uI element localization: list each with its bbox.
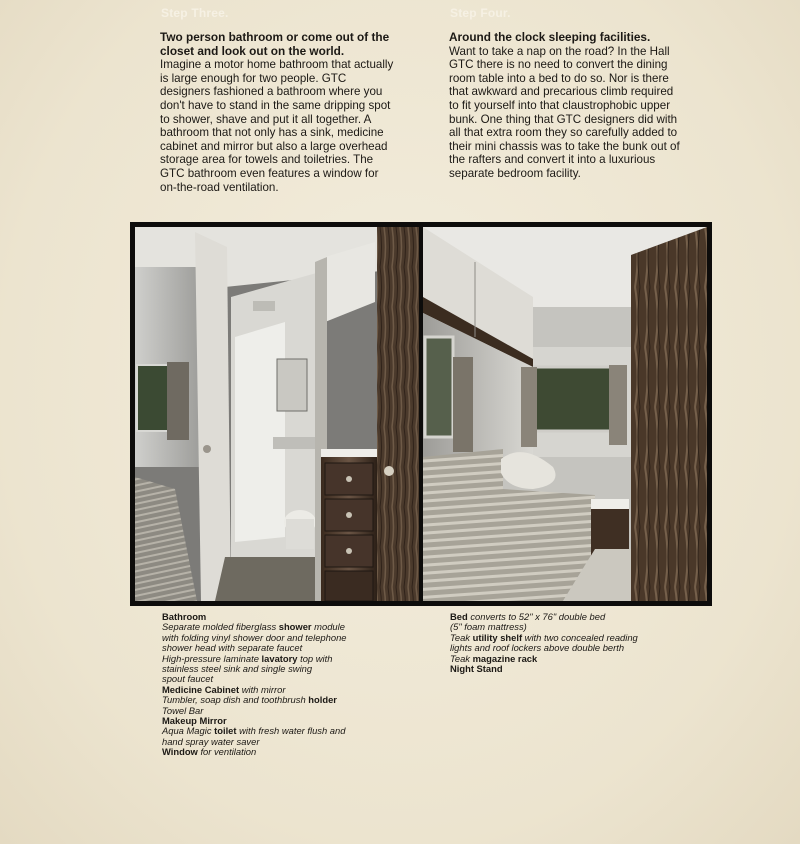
caption-line: hand spray water saver bbox=[162, 735, 260, 747]
caption-line: stainless steel sink and single swing bbox=[162, 663, 313, 675]
caption-line: shower head with separate faucet bbox=[162, 642, 303, 654]
caption-line bbox=[162, 747, 347, 757]
caption-line: Towel Bar bbox=[162, 704, 204, 716]
caption-keyword: holder bbox=[308, 694, 337, 706]
caption-bathroom-title: Bathroom bbox=[162, 611, 207, 622]
caption-text: Aqua Magic bbox=[162, 725, 215, 737]
step-four-text bbox=[449, 31, 681, 181]
caption-keyword: utility shelf bbox=[472, 631, 523, 643]
step-four-body: Want to take a nap on the road? In the Hall GTC there is no need to convert the dining room table into a bed to do so. Nor is there that awkward and precarious climb required to fit yourself into that claustrophobic upper bunk. One thing that GTC designers did with all that extra room they so carefully added to their mini chassis was to take the bunk out of the rafters and convert it into a luxurious separate bedroom facility. bbox=[449, 44, 680, 180]
step-three-body: Imagine a motor home bathroom that actually is large enough for two people. GTC designers fashioned a bathroom where you don't have to stand in the same dripping spot to shower, shave and put it all together. A bathroom that not only has a sink, medicine cabinet and mirror but also a large overhead storage area for towels and toiletries. The GTC bathroom even features a window for on-the-road ventilation. bbox=[160, 58, 394, 194]
photo-frame bbox=[130, 222, 712, 606]
caption-keyword: Window bbox=[162, 746, 198, 758]
caption-line: lights and roof lockers above double berth bbox=[450, 642, 625, 654]
caption-text: Teak bbox=[450, 652, 473, 664]
caption-line: (5" foam mattress) bbox=[450, 621, 527, 633]
step-four-heading: Around the clock sleeping facilities. bbox=[449, 30, 651, 44]
caption-text: Separate molded fiberglass bbox=[162, 621, 279, 633]
caption-text: with mirror bbox=[239, 683, 286, 695]
caption-keyword: Bed bbox=[450, 611, 468, 622]
step-three-text bbox=[160, 31, 396, 194]
caption-keyword: lavatory bbox=[261, 652, 298, 664]
caption-text: Teak bbox=[450, 631, 473, 643]
caption-keyword: magazine rack bbox=[472, 652, 538, 664]
bathroom-photo bbox=[135, 227, 419, 601]
bedroom-photo bbox=[423, 227, 707, 601]
bedroom-caption bbox=[450, 612, 638, 674]
caption-text: with fresh water flush and bbox=[236, 725, 346, 737]
caption-line: with folding vinyl shower door and telephone bbox=[162, 631, 347, 643]
caption-line: Makeup Mirror bbox=[162, 715, 227, 727]
caption-keyword: Medicine Cabinet bbox=[162, 683, 240, 695]
caption-keyword: toilet bbox=[214, 725, 237, 737]
caption-text: module bbox=[311, 621, 345, 633]
step-three-label: Step Three. bbox=[161, 6, 229, 20]
caption-keyword: shower bbox=[278, 621, 312, 633]
caption-line: spout faucet bbox=[162, 673, 214, 685]
caption-text: Tumbler, soap dish and toothbrush bbox=[162, 694, 309, 706]
caption-text: for ventilation bbox=[197, 746, 257, 758]
bathroom-caption bbox=[162, 612, 347, 758]
caption-text: High-pressure laminate bbox=[162, 652, 262, 664]
step-four-label: Step Four. bbox=[450, 6, 511, 20]
step-three-heading: Two person bathroom or come out of the closet and look out on the world. bbox=[160, 30, 390, 58]
caption-text: converts to 52" x 76" double bed bbox=[467, 611, 606, 622]
caption-text: with two concealed reading bbox=[522, 631, 638, 643]
caption-line: Night Stand bbox=[450, 663, 503, 675]
caption-text: top with bbox=[297, 652, 333, 664]
